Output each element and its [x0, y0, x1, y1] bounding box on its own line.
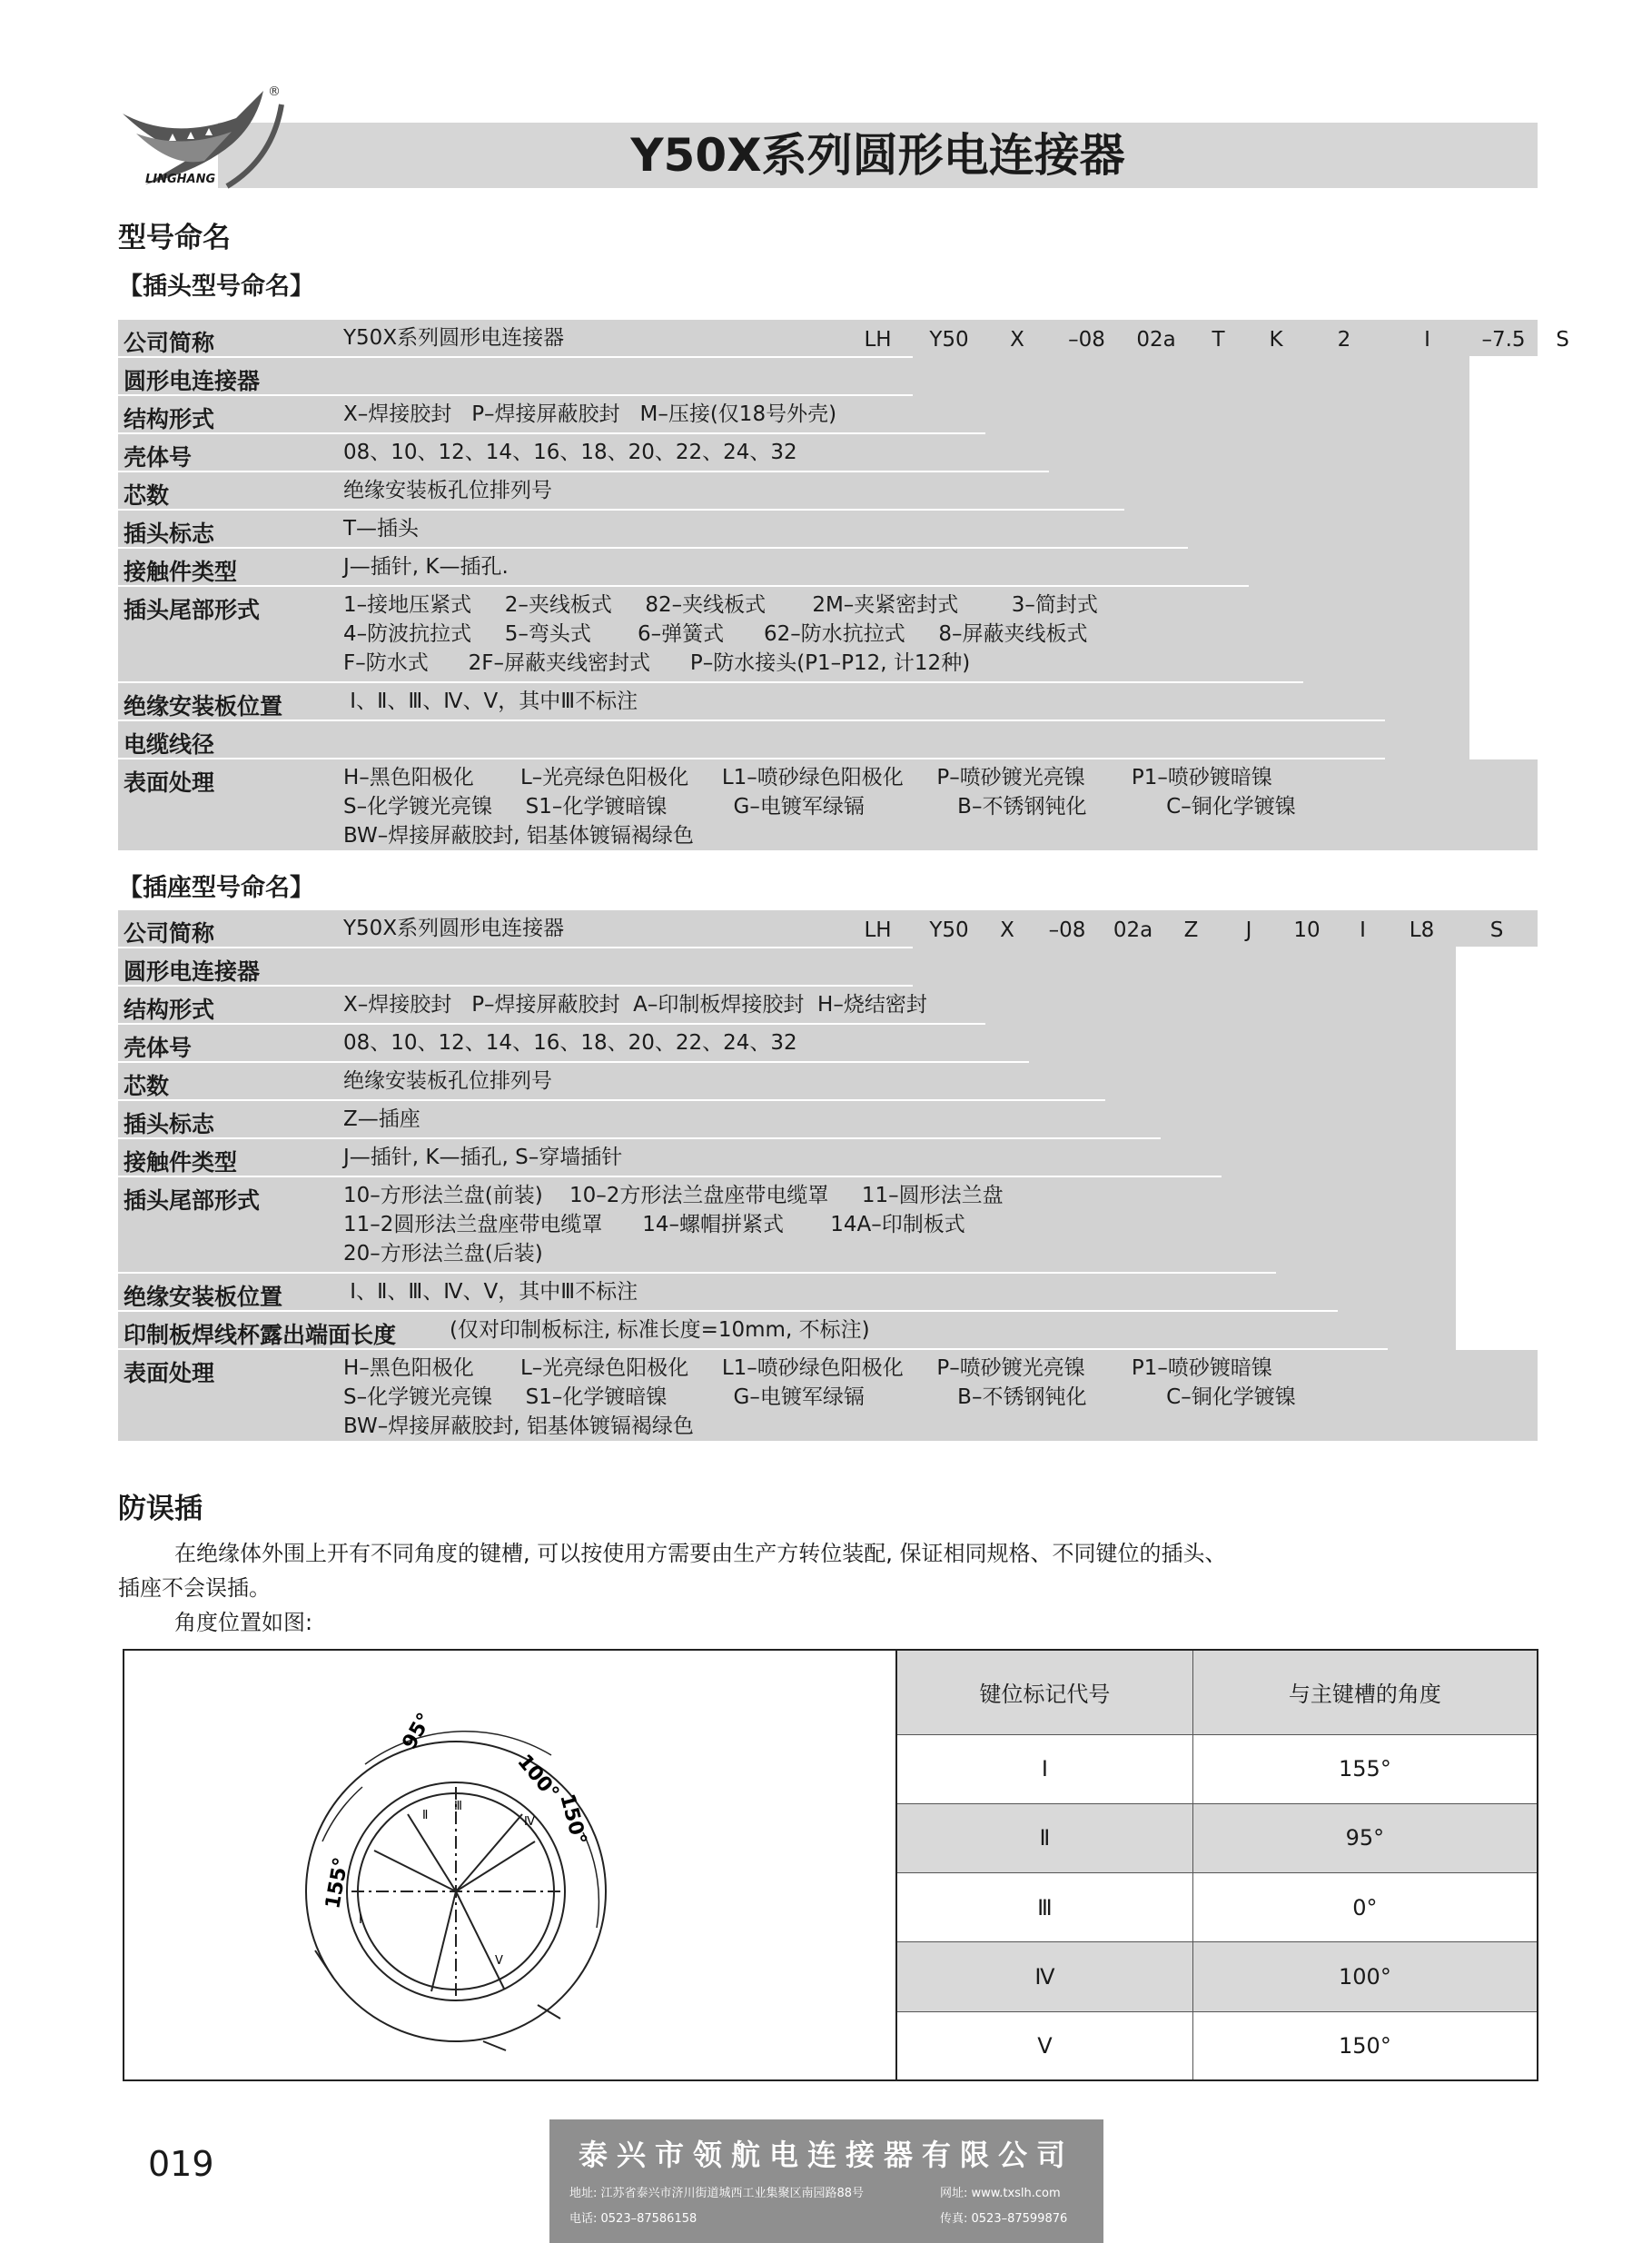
naming-row-description: 10–方形法兰盘(前装) 10–2方形法兰盘座带电缆罩 11–圆形法兰盘 11–2圆形法兰盘座带电缆罩 14–螺帽拼紧式 14A–印制板式 20–方形法兰盘(后装) — [343, 1184, 1004, 1265]
mark-IV: Ⅳ — [524, 1815, 535, 1829]
page-title: Y50X系列圆形电连接器 — [630, 129, 1125, 182]
model-code-segment: 02a — [1113, 918, 1153, 942]
key-angle-cell: 150° — [1192, 2011, 1537, 2079]
naming-row-bar — [118, 683, 1385, 720]
model-code-segment: I — [1424, 328, 1430, 352]
naming-row-description: Ⅰ、Ⅱ、Ⅲ、Ⅳ、Ⅴ，其中Ⅲ不标注 — [343, 1280, 638, 1304]
plug-naming-table — [118, 320, 1569, 854]
model-code-segment: LH — [864, 328, 892, 352]
angle-155-label: 155° — [321, 1855, 353, 1911]
page-number: 019 — [148, 2144, 214, 2184]
naming-row-bar — [118, 1274, 1388, 1310]
naming-row-description: X–焊接胶封 P–焊接屏蔽胶封 A–印制板焊接胶封 H–烧结密封 — [343, 993, 927, 1017]
model-code-segment: 2 — [1337, 328, 1351, 352]
naming-row-description: 1–接地压紧式 2–夹线板式 82–夹线板式 2M–夹紧密封式 3–简封式 4–防波抗拉式 5–弯头式 6–弹簧式 62–防水抗拉式 8–屏蔽夹线板式 F–防水式 2F–屏蔽夹线密封式 P–防水接头(P1–P12, 计12种) — [343, 593, 1098, 675]
naming-row-description: H–黑色阳极化 L–光亮绿色阳极化 L1–喷砂绿色阳极化 P–喷砂镀光亮镍 P1–喷砂镀暗镍 S–化学镀光亮镍 S1–化学镀暗镍 G–电镀军绿镉 B–不锈钢钝化 C–铜化学镀镍 BW–焊接屏蔽胶封, 铝基体镀镉褐绿色 — [343, 1356, 1296, 1438]
naming-row-label: 结构形式 — [124, 997, 215, 1023]
naming-row-label: 接触件类型 — [124, 559, 238, 585]
code-column-bar — [1276, 910, 1338, 1274]
code-column-bar — [1303, 320, 1385, 683]
model-code-segment: T — [1212, 328, 1225, 352]
mark-I: Ⅰ — [359, 1913, 362, 1927]
naming-row-description: J—插针, K—插孔, S–穿墙插针 — [343, 1146, 623, 1169]
model-code-segment: Y50 — [929, 328, 969, 352]
key-code-cell: Ⅱ — [897, 1803, 1192, 1872]
footer-telephone: 电话: 0523–87586158 — [569, 2212, 697, 2226]
model-code-segment: Y50 — [929, 918, 969, 942]
anti-paragraph-2: 插座不会误插。 — [118, 1575, 271, 1601]
naming-row-description: 08、10、12、14、16、18、20、22、24、32 — [343, 1031, 797, 1055]
model-code-segment: 02a — [1136, 328, 1176, 352]
naming-row-label: 壳体号 — [124, 444, 193, 471]
footer-address: 地址: 江苏省泰兴市济川街道城西工业集聚区南园路88号 — [569, 2187, 865, 2200]
naming-row-bar — [118, 1101, 1222, 1137]
naming-row-description: X–焊接胶封 P–焊接屏蔽胶封 M–压接(仅18号外壳) — [343, 402, 837, 426]
footer-company-name: 泰兴市领航电连接器有限公司 — [578, 2138, 1074, 2172]
naming-row-label: 结构形式 — [124, 406, 215, 432]
model-code-segment: X — [1010, 328, 1024, 352]
footer-website: 网址: www.txslh.com — [940, 2187, 1061, 2200]
key-angle-cell: 0° — [1192, 1873, 1537, 1942]
naming-row-label: 表面处理 — [124, 769, 215, 796]
key-code-cell: Ⅰ — [897, 1734, 1192, 1803]
naming-row-label: 公司简称 — [124, 920, 215, 947]
model-code-segment: 10 — [1293, 918, 1321, 942]
code-column-bar — [1222, 910, 1276, 1177]
naming-row-bar — [118, 511, 1188, 547]
anti-note: 角度位置如图: — [174, 1610, 313, 1635]
naming-row-description: H–黑色阳极化 L–光亮绿色阳极化 L1–喷砂绿色阳极化 P–喷砂镀光亮镍 P1–喷砂镀暗镍 S–化学镀光亮镍 S1–化学镀暗镍 G–电镀军绿镉 B–不锈钢钝化 C–铜化学镀镍 BW–焊接屏蔽胶封, 铝基体镀镉褐绿色 — [343, 766, 1296, 848]
key-code-cell: Ⅴ — [1037, 2032, 1053, 2059]
anti-misinsert-title: 防误插 — [118, 1493, 203, 1525]
naming-row-label: 绝缘安装板位置 — [124, 1284, 283, 1310]
code-column-bar — [1249, 320, 1303, 587]
key-angle-cell: 100° — [1192, 1942, 1537, 2011]
model-code-segment: K — [1269, 328, 1283, 352]
naming-row-label: 接触件类型 — [124, 1149, 238, 1176]
code-column-bar — [1385, 320, 1469, 759]
naming-row-description: Z—插座 — [343, 1107, 420, 1131]
naming-row-label: 圆形电连接器 — [124, 368, 261, 394]
naming-row-label: 插头尾部形式 — [124, 597, 261, 623]
naming-row-label: 表面处理 — [124, 1360, 215, 1386]
naming-row-bar — [118, 1063, 1161, 1099]
footer-fax: 传真: 0523–87599876 — [940, 2212, 1068, 2226]
naming-row-label: 绝缘安装板位置 — [124, 693, 283, 720]
angle-95-label: 95° — [398, 1709, 438, 1753]
section-naming-title: 型号命名 — [118, 222, 231, 254]
naming-row-label: 插头标志 — [124, 1111, 215, 1137]
key-angle-cell: 155° — [1192, 1734, 1537, 1803]
key-code-cell: Ⅲ — [897, 1873, 1192, 1942]
naming-row-bar — [118, 721, 1469, 758]
naming-row-label: 壳体号 — [124, 1035, 193, 1061]
naming-row-description: 绝缘安装板孔位排列号 — [343, 1069, 552, 1093]
key-diagram-panel — [124, 1651, 897, 2079]
mark-V: Ⅴ — [495, 1954, 503, 1968]
anti-paragraph-1: 在绝缘体外围上开有不同角度的键槽, 可以按使用方需要由生产方转位装配, 保证相同规格、不同键位的插头、 — [174, 1541, 1227, 1566]
naming-row-label: 印制板焊线杯露出端面长度 — [124, 1322, 397, 1348]
naming-row-description: T—插头 — [343, 517, 420, 541]
model-code-segment: LH — [864, 918, 892, 942]
naming-row-description: Y50X系列圆形电连接器 — [343, 326, 565, 350]
model-code-segment: Z — [1183, 918, 1199, 942]
angle-100-label: 100° — [512, 1750, 564, 1805]
model-code-segment: X — [1000, 918, 1014, 942]
key-table-header-angle: 与主键槽的角度 — [1192, 1651, 1537, 1734]
plug-naming-heading: 【插头型号命名】 — [118, 273, 314, 301]
model-code-segment: S — [1489, 918, 1504, 942]
mark-III: Ⅲ — [454, 1800, 462, 1813]
key-angle-cell: 95° — [1192, 1803, 1537, 1872]
model-code-segment: I — [1360, 918, 1366, 942]
key-position-figure-box — [123, 1649, 1538, 2081]
naming-row-bar — [118, 472, 1124, 509]
key-table-header-code: 键位标记代号 — [897, 1651, 1192, 1734]
naming-row-description: J—插针, K—插孔. — [343, 555, 509, 579]
naming-row-description: 08、10、12、14、16、18、20、22、24、32 — [343, 441, 797, 464]
naming-row-label: 芯数 — [124, 482, 170, 509]
naming-row-description: 绝缘安装板孔位排列号 — [343, 479, 552, 502]
footer-company-block — [549, 2119, 1103, 2243]
svg-text:®: ® — [268, 84, 281, 99]
logo-text: LINGHANG — [145, 173, 216, 186]
naming-row-description: Ⅰ、Ⅱ、Ⅲ、Ⅳ、Ⅴ，其中Ⅲ不标注 — [343, 690, 638, 713]
naming-row-label: 电缆线径 — [124, 731, 215, 758]
model-code-segment: –08 — [1068, 328, 1105, 352]
mark-II: Ⅱ — [422, 1809, 429, 1822]
naming-row-label: 插头标志 — [124, 521, 215, 547]
key-code-cell: Ⅳ — [897, 1942, 1192, 2011]
naming-row-label: 芯数 — [124, 1073, 170, 1099]
model-code-segment: L8 — [1409, 918, 1435, 942]
naming-row-bar — [118, 549, 1249, 585]
naming-row-label: 公司简称 — [124, 330, 215, 356]
naming-row-bar — [118, 1139, 1276, 1176]
socket-naming-table — [118, 910, 1538, 1472]
model-code-segment: –08 — [1048, 918, 1086, 942]
naming-row-label: 圆形电连接器 — [124, 958, 261, 985]
naming-row-label: 插头尾部形式 — [124, 1187, 261, 1214]
model-code-segment: –7.5 — [1481, 328, 1526, 352]
key-angle-diagram — [124, 1651, 895, 2079]
socket-naming-heading: 【插座型号命名】 — [118, 874, 314, 902]
code-column-bar — [1388, 910, 1456, 1350]
key-angle-table — [897, 1651, 1537, 2079]
model-code-segment: J — [1245, 918, 1252, 942]
code-column-bar — [1338, 910, 1388, 1312]
angle-150-label: 150° — [555, 1791, 591, 1848]
naming-row-description: Y50X系列圆形电连接器 — [343, 917, 565, 940]
model-code-segment: S — [1556, 328, 1569, 352]
naming-row-description: (仅对印制板标注, 标准长度=10mm, 不标注) — [450, 1318, 870, 1342]
